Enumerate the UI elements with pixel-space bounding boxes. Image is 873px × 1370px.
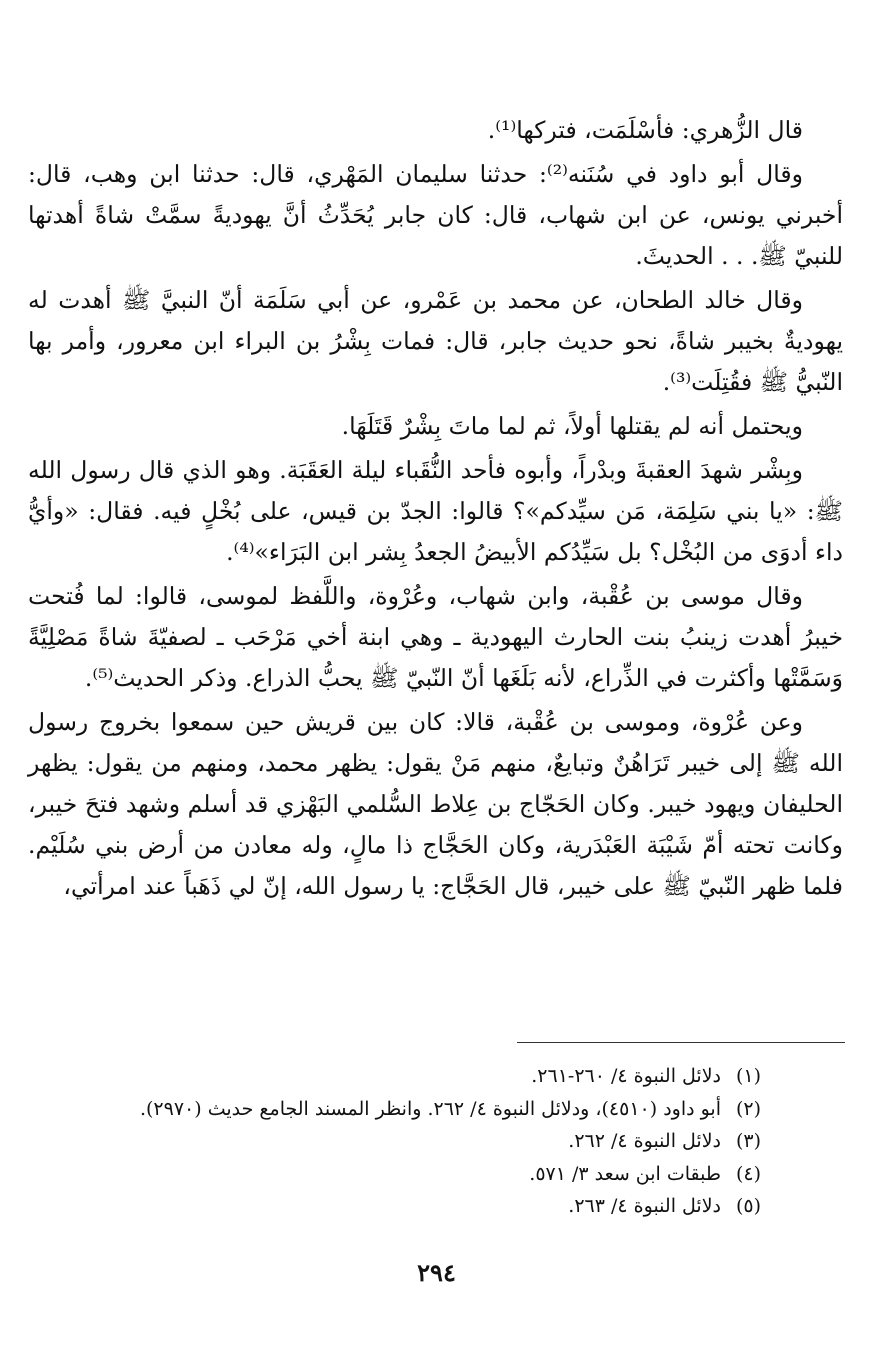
paragraph-3: وقال خالد الطحان، عن محمد بن عَمْرو، عن أبي سَلَمَة أنّ النبيَّ ﷺ أهدت له يهوديةٌ بخيبر شاةً، نحو حديث جابر، قال: فمات بِشْرُ بن البراء ابن معرور، وأمر بها النّبيُّ ﷺ فقُتِلَت⁽³⁾. bbox=[28, 286, 843, 396]
footnote-number: (٢) bbox=[735, 1097, 761, 1120]
paragraph-7: وعن عُرْوة، وموسى بن عُقْبة، قالا: كان بين قريش حين سمعوا بخروج رسول الله ﷺ إلى خيبر تَرَاهُنٌ وتبايعٌ، منهم مَنْ يقول: يظهر محمد، ومنهم من يقول: يظهر الحليفان ويهود خيبر. وكان الحَجّاج بن عِلاط السُّلمي البَهْزي قد أسلم وشهد فتحَ خيبر، وكانت تحته أمّ شَيْبَة العَبْدَرية، وكان الحَجَّاج ذا مالٍ، وله معادن من أرض بني سُلَيْم. فلما ظهر النّبيّ ﷺ على خيبر، قال الحَجَّاج: يا رسول الله، إنّ لي ذَهَباً عند امرأتي، bbox=[28, 708, 843, 900]
page-number: ٢٩٤ bbox=[417, 1258, 456, 1287]
footnote-item bbox=[61, 1158, 761, 1191]
paragraph-2: وقال أبو داود في سُنَنه⁽²⁾: حدثنا سليمان المَهْري، قال: حدثنا ابن وهب، قال: أخبرني يونس، عن ابن شهاب، قال: كان جابر يُحَدِّثُ أنَّ يهوديةً سمَّتْ شاةً أهدتها للنبيّ ﷺ. . . الحديثَ. bbox=[28, 160, 843, 270]
footnote-number: (٤) bbox=[735, 1162, 761, 1185]
footnote-item bbox=[61, 1060, 761, 1093]
footnote-text: دلائل النبوة ٤/ ٢٦٣. bbox=[568, 1195, 721, 1217]
footnote-item bbox=[61, 1190, 761, 1223]
footnote-text: طبقات ابن سعد ٣/ ٥٧١. bbox=[529, 1162, 721, 1185]
footnote-text: دلائل النبوة ٤/ ٢٦٠-٢٦١. bbox=[531, 1065, 721, 1087]
paragraph-1: قال الزُّهري: فأسْلَمَت، فتركها⁽¹⁾. bbox=[487, 116, 803, 144]
paragraph-5: وبِشْر شهدَ العقبةَ وبدْراً، وأبوه فأحد النُّقَباء ليلة العَقَبَة. وهو الذي قال رسول الله ﷺ: «يا بني سَلِمَة، مَن سيِّدكم»؟ قالوا: الجدّ بن قيس، على بُخْلٍ فيه. فقال: «وأيُّ داء أدوَى من البُخْل؟ بل سَيِّدُكم الأبيضُ الجعدُ بِشر ابن البَرَاء»⁽⁴⁾. bbox=[28, 456, 843, 566]
footnote-text: دلائل النبوة ٤/ ٢٦٢. bbox=[568, 1130, 721, 1152]
footnotes bbox=[61, 1060, 761, 1223]
footnote-item bbox=[61, 1093, 761, 1126]
page-content bbox=[28, 110, 843, 910]
paragraph-4: ويحتمل أنه لم يقتلها أولاً، ثم لما ماتَ بِشْرٌ قَتَلَهَا. bbox=[341, 412, 803, 440]
footnote-item bbox=[61, 1125, 761, 1158]
footnote-text: أبو داود (٤٥١٠)، ودلائل النبوة ٤/ ٢٦٢. وانظر المسند الجامع حديث (٢٩٧٠). bbox=[139, 1097, 721, 1120]
footnote-number: (١) bbox=[735, 1065, 761, 1087]
footnote-number: (٥) bbox=[735, 1195, 761, 1217]
main-text bbox=[28, 110, 843, 907]
paragraph-6: وقال موسى بن عُقْبة، وابن شهاب، وعُرْوة، واللَّفظ لموسى، قالوا: لما فُتحت خيبرُ أهدت زينبُ بنت الحارث اليهودية ـ وهي ابنة أخي مَرْحَب ـ لصفيّةَ شاةً مَصْلِيَّةً وَسَمَّتْها وأكثرت في الذِّراع، لأنه بَلَغَها أنّ النّبيّ ﷺ يحبُّ الذراع. وذكر الحديث⁽⁵⁾. bbox=[28, 582, 843, 692]
footnote-number: (٣) bbox=[735, 1130, 761, 1152]
footnote-separator bbox=[517, 1042, 845, 1043]
